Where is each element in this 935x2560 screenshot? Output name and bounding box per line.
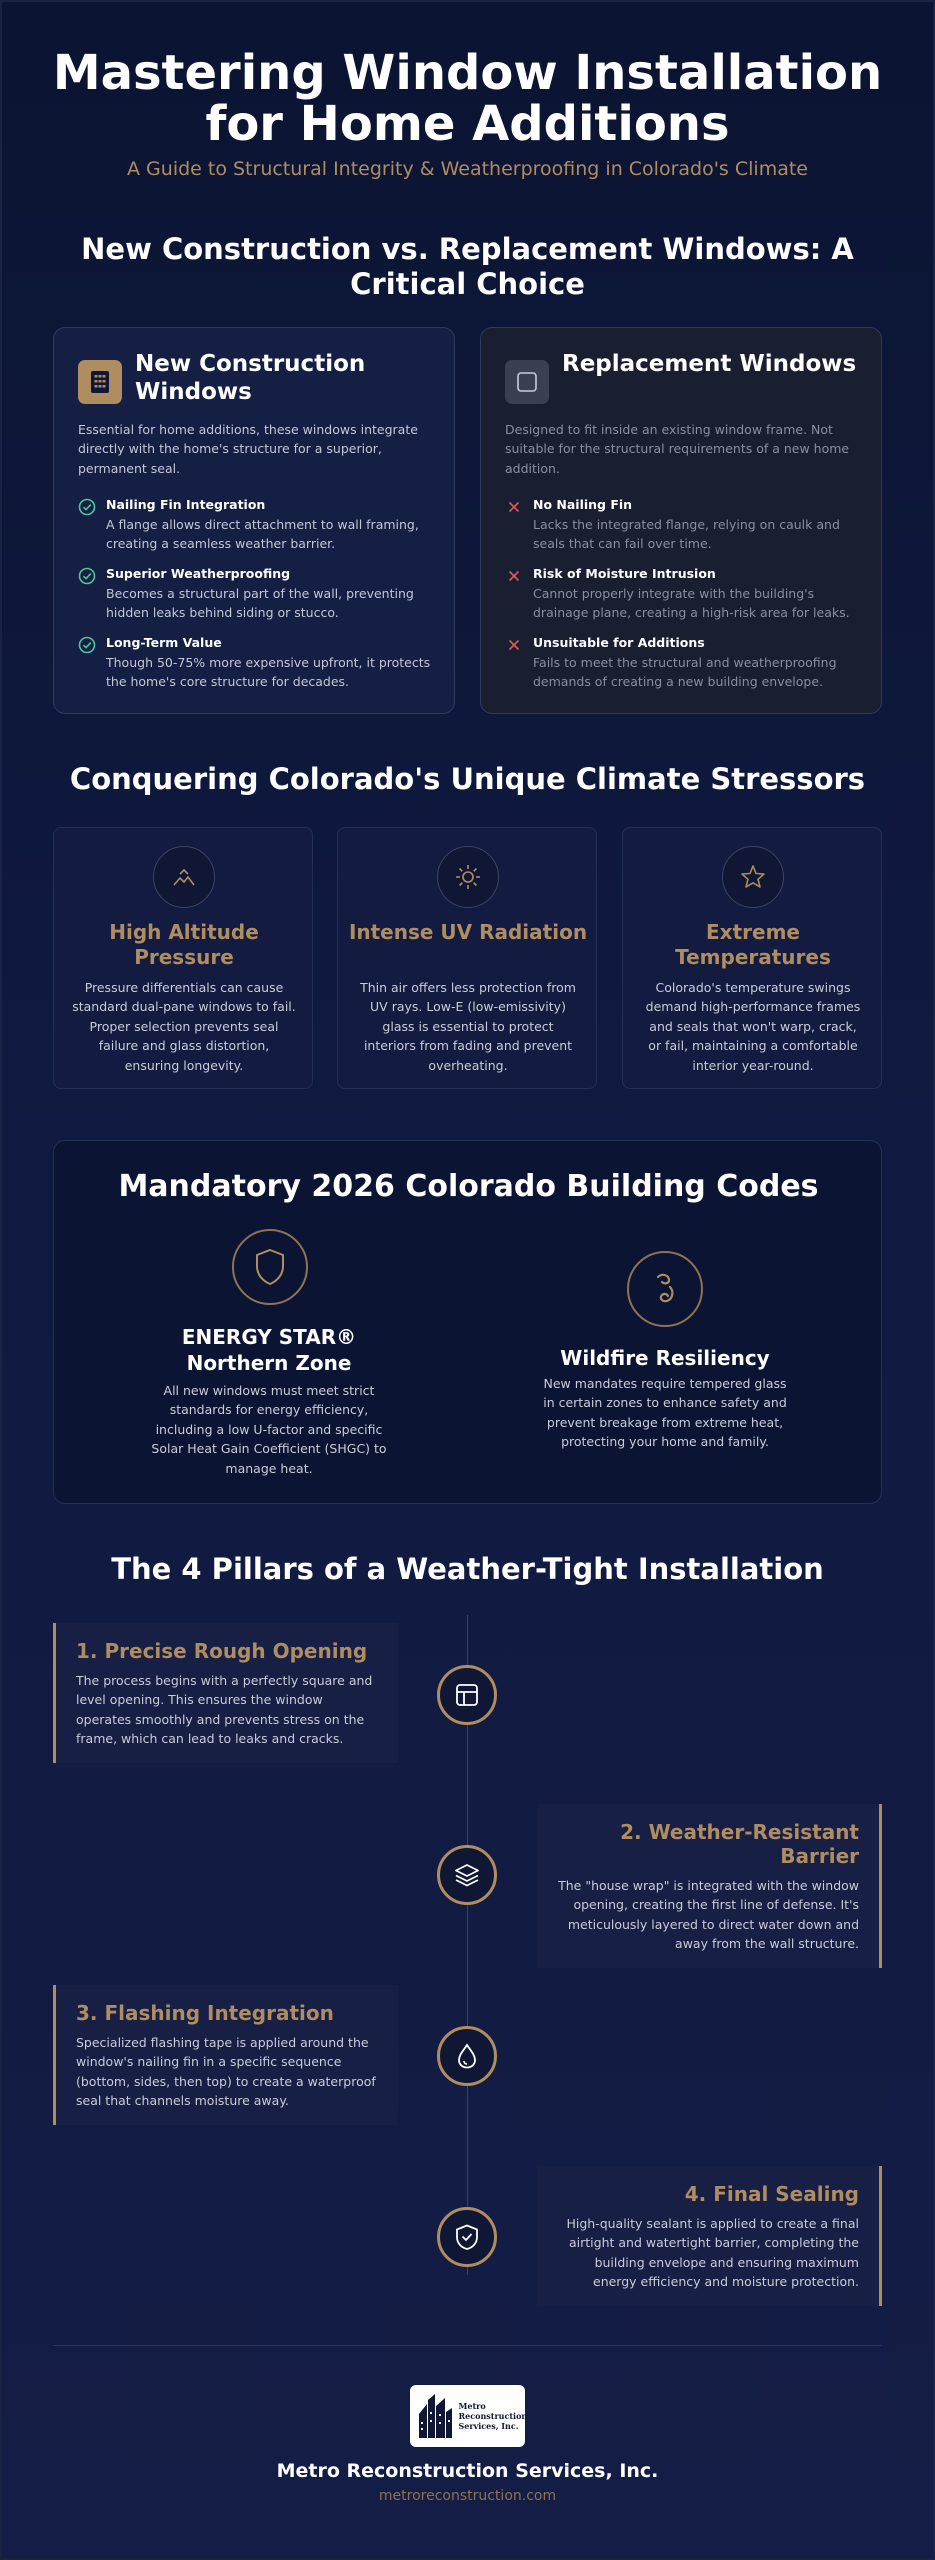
pillar-text: Specialized flashing tape is applied around the window's nailing fin in a specific sequence (bottom, sides, then top) to create a waterproof seal that channels moisture away.	[76, 2035, 376, 2109]
check-circle-icon	[78, 567, 96, 585]
pillar-text: High-quality sealant is applied to create a final airtight and watertight barrier, completing the building envelope and ensuring maximum energy efficiency and moisture protection.	[566, 2216, 859, 2290]
mountain-icon	[153, 846, 215, 908]
card-title: New Construction Windows	[135, 351, 366, 406]
page-title: Mastering Window Installation for Home Additions	[52, 45, 883, 152]
feature-text: Though 50-75% more expensive upfront, it protects the home's core structure for decades.	[106, 654, 431, 690]
feature-text: A flange allows direct attachment to wall framing, creating a seamless weather barrier.	[106, 516, 419, 552]
pillar-text: The process begins with a perfectly square and level opening. This ensures the window operates smoothly and prevents stress on the frame, which can lead to leaks and cracks.	[76, 1673, 373, 1747]
feature-item	[78, 565, 438, 623]
cross-icon	[505, 567, 523, 585]
climate-card	[337, 827, 597, 1089]
comparison-heading: New Construction vs. Replacement Windows: A Critical Choice	[81, 232, 854, 301]
feature-title: Unsuitable for Additions	[533, 635, 705, 650]
feature-item	[78, 634, 438, 692]
cross-icon	[505, 498, 523, 516]
cross-icon	[505, 636, 523, 654]
layout-icon	[437, 1665, 497, 1725]
code-title: ENERGY STAR® Northern Zone	[181, 1325, 357, 1375]
feature-item	[505, 496, 865, 554]
feature-text: Lacks the integrated flange, relying on caulk and seals that can fail over time.	[533, 516, 840, 552]
climate-text: Pressure differentials can cause standard dual-pane windows to fail. Proper selection prevents seal failure and glass distortion, ensuring longevity.	[72, 980, 296, 1073]
climate-title: Intense UV Radiation	[348, 920, 588, 944]
climate-text: Colorado's temperature swings demand high-performance frames and seals that won't warp, crack, or fail, maintaining a comfortable interior year-round.	[645, 980, 861, 1073]
code-text: All new windows must meet strict standards for energy efficiency, including a low U-factor and specific Solar Heat Gain Coefficient (SHGC) to manage heat.	[151, 1383, 387, 1476]
pillar-card	[53, 1985, 398, 2125]
climate-title: Extreme Temperatures	[675, 920, 831, 969]
shield-icon	[232, 1229, 308, 1305]
code-title: Wildfire Resiliency	[560, 1346, 770, 1370]
climate-title: High Altitude Pressure	[109, 920, 259, 969]
check-circle-icon	[78, 636, 96, 654]
footer-divider	[53, 2345, 882, 2346]
pillar-card	[53, 1623, 398, 1763]
website-link[interactable]: metroreconstruction.com	[378, 2488, 557, 2504]
window-frame-icon	[505, 360, 549, 404]
pillar-card	[537, 1804, 882, 1968]
feature-title: Risk of Moisture Intrusion	[533, 566, 716, 581]
flame-icon	[627, 1251, 703, 1327]
climate-text: Thin air offers less protection from UV rays. Low-E (low-emissivity) glass is essential to protect interiors from fading and prevent overheating.	[360, 980, 576, 1073]
star-icon	[722, 846, 784, 908]
pillar-title: 3. Flashing Integration	[76, 2001, 334, 2025]
pillar-title: 4. Final Sealing	[684, 2182, 859, 2206]
feature-text: Fails to meet the structural and weatherproofing demands of creating a new building envelope.	[533, 654, 837, 690]
feature-title: Long-Term Value	[106, 635, 222, 650]
building-icon	[78, 360, 122, 404]
replacement-card	[480, 327, 882, 714]
feature-title: No Nailing Fin	[533, 497, 633, 512]
feature-item	[505, 634, 865, 692]
new-construction-card	[53, 327, 455, 714]
logo-building-icon	[415, 2392, 455, 2440]
feature-item	[505, 565, 865, 623]
layers-icon	[437, 1845, 497, 1905]
shield-check-icon	[437, 2207, 497, 2267]
check-circle-icon	[78, 498, 96, 516]
climate-heading: Conquering Colorado's Unique Climate Stressors	[69, 762, 866, 796]
company-logo	[410, 2385, 528, 2447]
pillar-card	[537, 2166, 882, 2306]
pillar-title: 2. Weather-Resistant Barrier	[620, 1820, 859, 1868]
pillar-text: The "house wrap" is integrated with the window opening, creating the first line of defense. It's meticulously layered to direct water down and away from the wall structure.	[558, 1878, 859, 1952]
company-name: Metro Reconstruction Services, Inc.	[276, 2460, 659, 2482]
feature-item	[78, 496, 438, 554]
card-title: Replacement Windows	[562, 351, 857, 377]
pillar-title: 1. Precise Rough Opening	[76, 1639, 368, 1663]
code-text: New mandates require tempered glass in certain zones to enhance safety and prevent breakage from extreme heat, protecting your home and family.	[543, 1376, 787, 1450]
codes-heading: Mandatory 2026 Colorado Building Codes	[118, 1169, 819, 1204]
sun-icon	[437, 846, 499, 908]
feature-title: Superior Weatherproofing	[106, 566, 291, 581]
feature-title: Nailing Fin Integration	[106, 497, 266, 512]
pillars-heading: The 4 Pillars of a Weather-Tight Installation	[111, 1552, 824, 1586]
climate-card	[622, 827, 882, 1089]
feature-text: Cannot properly integrate with the building's drainage plane, creating a high-risk area for leaks.	[533, 585, 850, 621]
feature-text: Becomes a structural part of the wall, preventing hidden leaks behind siding or stucco.	[106, 585, 414, 621]
card-description: Designed to fit inside an existing window frame. Not suitable for the structural requirements of a new home addition.	[505, 422, 850, 476]
building-codes-panel	[53, 1140, 882, 1504]
page-subtitle: A Guide to Structural Integrity & Weatherproofing in Colorado's Climate	[127, 158, 808, 180]
climate-card	[53, 827, 313, 1089]
card-description: Essential for home additions, these windows integrate directly with the home's structure for a superior, permanent seal.	[78, 422, 418, 476]
droplet-icon	[437, 2026, 497, 2086]
logo-text: Metro Reconstruction Services, Inc.	[458, 2401, 528, 2431]
